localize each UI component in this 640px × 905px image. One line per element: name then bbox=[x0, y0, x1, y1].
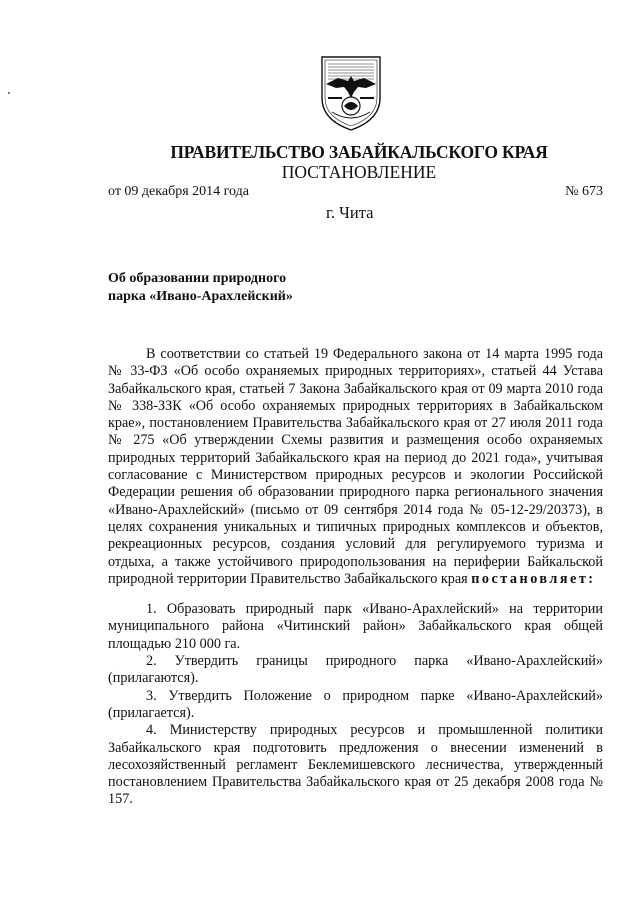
clause-2: 2. Утвердить границы природного парка «Ивано-Арахлейский» (прилагаются). bbox=[108, 653, 603, 687]
coat-of-arms-emblem bbox=[318, 54, 384, 132]
document-date: от 09 декабря 2014 года bbox=[108, 184, 249, 199]
clause-4: 4. Министерству природных ресурсов и промышленной политики Забайкальского края подготовить предложения о внесении изменений в лесохозяйственный регламент Беклемишевского лесничества, утвержденный постановлением Правительства Забайкальского края от 25 декабря 2008 года № 157. bbox=[108, 722, 603, 808]
preamble-paragraph bbox=[108, 346, 603, 588]
scan-speck bbox=[8, 92, 10, 94]
decree-word: постановляет: bbox=[471, 570, 596, 587]
title-line-2: парка «Ивано-Арахлейский» bbox=[108, 289, 293, 304]
document-number: № 673 bbox=[565, 184, 603, 199]
government-name: ПРАВИТЕЛЬСТВО ЗАБАЙКАЛЬСКОГО КРАЯ bbox=[170, 142, 548, 162]
title-line-1: Об образовании природного bbox=[108, 271, 287, 286]
clause-3: 3. Утвердить Положение о природном парке «Ивано-Арахлейский» (прилагается). bbox=[108, 687, 603, 721]
preamble-text: В соответствии со статьей 19 Федерального закона от 14 марта 1995 года № 33-ФЗ «Об особо охраняемых природных территориях», статьей 44 Устава Забайкальского края, статьей 7 Закона Забайкальского края от 09 марта 2010 года № 338-ЗЗК «Об особо охраняемых природных территориях в Забайкальском крае», постановлением Правительства Забайкальского края от 27 июля 2011 года № 275 «Об утверждении Схемы развития и размещения особо охраняемых природных территорий Забайкальского края на период до 2021 года», учитывая согласование с Министерством природных ресурсов и экологии Российской Федерации решения об образовании природного парка регионального значения «Ивано-Арахлейский» (письмо от 09 сентября 2014 года № 05-12-29/20373), в целях сохранения уникальных и типичных природных комплексов и объектов, рекреационных ресурсов, создания условий для регулируемого туризма и отдыха, а также устойчивого природопользования на периферии Байкальской природной территории Правительство Забайкальского края bbox=[108, 346, 603, 587]
document-body bbox=[108, 346, 603, 809]
document-title bbox=[108, 270, 368, 306]
city: г. Чита bbox=[326, 203, 374, 222]
document-type: ПОСТАНОВЛЕНИЕ bbox=[281, 162, 437, 182]
clause-1: 1. Образовать природный парк «Ивано-Арахлейский» на территории муниципального района «Читинский район» Забайкальского края общей площадью 210 000 га. bbox=[108, 601, 603, 652]
